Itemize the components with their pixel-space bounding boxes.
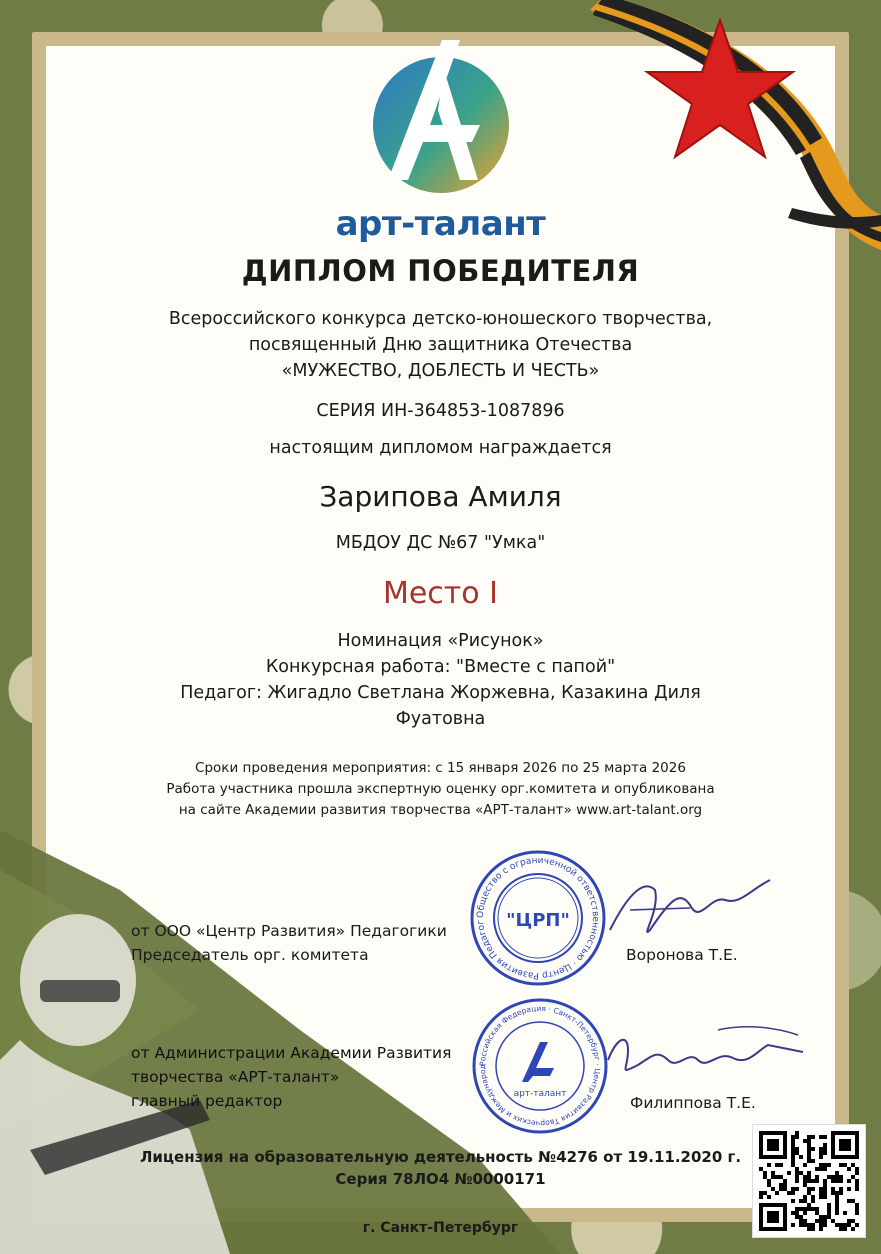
stamp-crp-icon — [468, 848, 608, 988]
qr-code[interactable] — [752, 1124, 866, 1238]
teacher-line-1: Педагог: Жигадло Светлана Жоржевна, Казакина Диля — [180, 683, 701, 703]
stamp-art-talant — [470, 996, 610, 1136]
contest-line-1: Всероссийского конкурса детско-юношеского творчества, — [168, 309, 713, 329]
event-dates: Сроки проведения мероприятия: с 15 января 2026 по 25 марта 2026 — [195, 760, 686, 776]
signature-2-signer: Филиппова Т.Е. — [630, 1094, 756, 1112]
signature-1-role: Председатель орг. комитета — [131, 946, 369, 964]
stamp-art-center: арт-талант — [513, 1089, 567, 1099]
recipient-name: Зарипова Амиля — [319, 480, 562, 513]
license-line-2: Серия 78ЛО4 №0000171 — [335, 1170, 546, 1188]
stamp-art-talant-icon — [470, 996, 610, 1136]
stamp-crp — [468, 848, 608, 988]
awarded-text: настоящим дипломом награждается — [269, 438, 612, 458]
nomination: Номинация «Рисунок» — [337, 631, 544, 651]
signature-2-org: от Администрации Академии Развития — [131, 1044, 452, 1062]
publication-note: на сайте Академии развития творчества «АРТ-талант» www.art-talant.org — [178, 802, 703, 818]
license-line-1: Лицензия на образовательную деятельность №4276 от 19.11.2020 г. — [139, 1148, 742, 1166]
signature-1-signer: Воронова Т.Е. — [626, 946, 738, 964]
signature-1-org: от ООО «Центр Развития» Педагогики — [131, 922, 447, 940]
contest-line-2: посвященный Дню защитника Отечества — [248, 335, 633, 355]
place-award: Место I — [382, 576, 499, 611]
teacher-line-2: Фуатовна — [395, 709, 486, 729]
competition-work: Конкурсная работа: "Вместе с папой" — [265, 657, 616, 677]
signature-1-scribble-icon — [600, 870, 780, 950]
qr-code-icon — [753, 1125, 865, 1237]
evaluation-note: Работа участника прошла экспертную оценку орг.комитета и опубликована — [166, 781, 715, 797]
signature-2-role: главный редактор — [131, 1092, 283, 1110]
logo-brand-text: арт-талант — [335, 204, 546, 244]
recipient-organization: МБДОУ ДС №67 "Умка" — [335, 533, 546, 553]
stamp-crp-ring: Общество с ограниченной ответственностью · Центр Развития Педагог — [475, 855, 601, 981]
signature-2-org-2: творчества «АРТ-талант» — [131, 1068, 340, 1086]
stamp-art-ring: Российская Федерация · Санкт-Петербург · Центр Развития Творческих и Международ — [477, 1003, 603, 1129]
stamp-crp-center: "ЦРП" — [506, 910, 570, 931]
signature-2-scribble-icon — [598, 1020, 808, 1090]
series-number: СЕРИЯ ИН-364853-1087896 — [316, 401, 565, 421]
city: г. Санкт-Петербург — [362, 1220, 519, 1236]
contest-line-3: «МУЖЕСТВО, ДОБЛЕСТЬ И ЧЕСТЬ» — [281, 361, 600, 381]
diploma-title: ДИПЛОМ ПОБЕДИТЕЛЯ — [241, 254, 640, 288]
